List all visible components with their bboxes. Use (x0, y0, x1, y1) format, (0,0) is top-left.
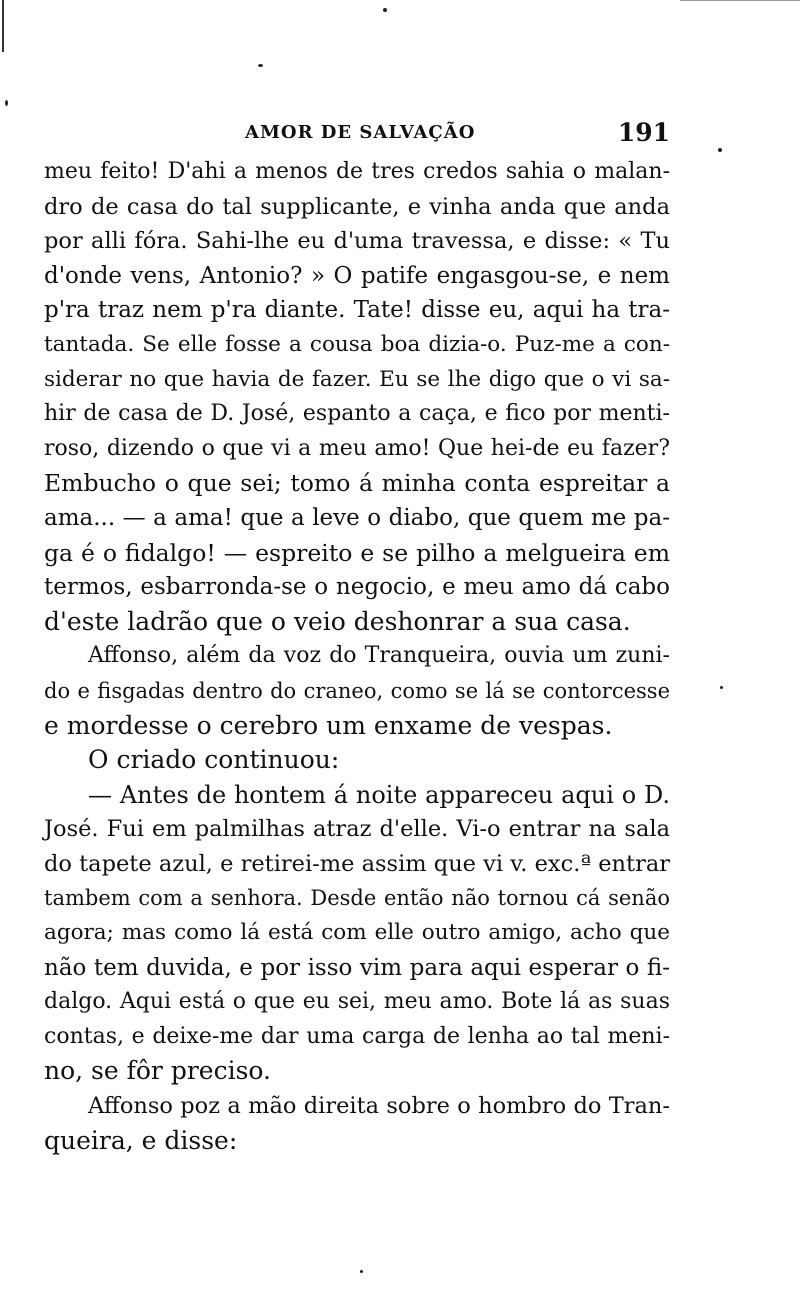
text-line: meu feito! D'ahi a menos de tres credos sahia o malan- (44, 159, 670, 184)
text-line: queira, e disse: (44, 1125, 238, 1155)
scan-speck (383, 8, 387, 12)
text-line: siderar no que havia de fazer. Eu se lhe digo que o vi sa- (44, 366, 670, 392)
running-head (245, 118, 670, 148)
scan-speck (258, 64, 263, 67)
text-line: dalgo. Aqui está o que eu sei, meu amo. Bote lá as suas (44, 989, 670, 1015)
text-line: do e fisgadas dentro do craneo, como se lá se contorcesse (44, 678, 670, 703)
scan-speck (360, 1270, 363, 1273)
scan-speck (720, 686, 723, 689)
text-line: d'este ladrão que o veio deshonrar a sua casa. (44, 606, 631, 636)
text-line: p'ra traz nem p'ra diante. Tate! disse eu, aqui ha tra- (44, 297, 670, 324)
text-line: hir de casa de D. José, espanto a caça, e fico por menti- (44, 401, 670, 427)
text-line: Affonso poz a mão direita sobre o hombro do Tran- (88, 1093, 670, 1120)
scan-speck (5, 100, 8, 106)
text-line: tantada. Se elle fosse a cousa boa dizia-o. Puz-me a con- (44, 331, 670, 357)
text-line: contas, e deixe-me dar uma carga de lenha ao tal meni- (44, 1023, 670, 1049)
text-line: não tem duvida, e por isso vim para aqui esperar o fi- (44, 954, 670, 981)
text-line: agora; mas como lá está com elle outro amigo, acho que (44, 920, 670, 946)
running-title: AMOR DE SALVAÇÃO (245, 122, 476, 143)
text-line: no, se fôr preciso. (44, 1056, 271, 1086)
text-line: d'onde vens, Antonio? » O patife engasgou-se, e nem (44, 262, 670, 289)
text-line: Embucho o que sei; tomo á minha conta espreitar a (44, 469, 670, 498)
text-line: ga é o fidalgo! — espreito e se pilho a melgueira em (44, 538, 670, 567)
text-line: ama... — a ama! que a leve o diabo, que quem me pa- (44, 504, 670, 531)
scan-top-rule (680, 0, 800, 1)
scan-edge-mark (2, 0, 4, 52)
text-line: José. Fui em palmilhas atraz d'elle. Vi-o entrar na sala (44, 816, 670, 843)
text-line: por alli fóra. Sahi-lhe eu d'uma travessa, e disse: « Tu (44, 228, 670, 255)
text-line: do tapete azul, e retirei-me assim que vi v. exc.ª entrar (44, 850, 670, 877)
text-line: — Antes de hontem á noite appareceu aqui o D. (88, 780, 670, 809)
text-line: dro de casa do tal supplicante, e vinha anda que anda (44, 193, 670, 220)
page-number: 191 (617, 118, 670, 147)
text-line: tambem com a senhora. Desde então não tornou cá senão (44, 886, 670, 911)
text-line: e mordesse o cerebro um enxame de vespas. (44, 710, 613, 740)
text-line: Affonso, além da voz do Tranqueira, ouvia um zuni- (88, 643, 670, 669)
text-line: termos, esbarronda-se o negocio, e meu amo dá cabo (44, 574, 670, 601)
text-line: roso, dizendo o que vi a meu amo! Que hei-de eu fazer? (44, 435, 670, 461)
body-text (44, 155, 670, 1158)
text-line: O criado continuou: (88, 745, 340, 775)
scan-speck (718, 148, 722, 152)
